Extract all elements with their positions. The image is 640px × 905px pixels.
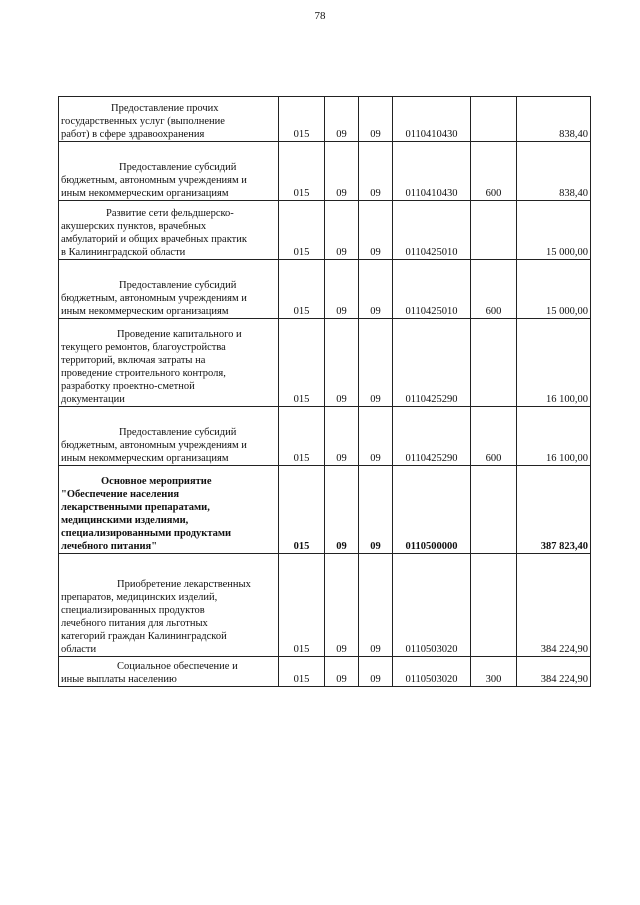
row-name-line: Проведение капитального и bbox=[117, 329, 242, 340]
subsection-code: 09 bbox=[359, 142, 393, 201]
row-name-line: бюджетным, автономным учреждениям и bbox=[61, 175, 247, 186]
expense-type-code: 300 bbox=[471, 657, 517, 687]
target-code: 0110425010 bbox=[393, 260, 471, 319]
row-name-line: документации bbox=[61, 394, 125, 405]
row-name-line: "Обеспечение населения bbox=[61, 489, 180, 500]
target-code: 0110425010 bbox=[393, 201, 471, 260]
section-code: 09 bbox=[325, 319, 359, 407]
expense-type-code: 600 bbox=[471, 407, 517, 466]
expense-type-code bbox=[471, 466, 517, 554]
row-name bbox=[59, 554, 279, 657]
row-name-line: Предоставление прочих bbox=[111, 103, 219, 114]
amount: 15 000,00 bbox=[517, 201, 591, 260]
expense-type-code bbox=[471, 201, 517, 260]
admin-code: 015 bbox=[279, 554, 325, 657]
expense-type-code bbox=[471, 554, 517, 657]
row-name bbox=[59, 657, 279, 687]
row-name bbox=[59, 260, 279, 319]
row-name-line: препаратов, медицинских изделий, bbox=[61, 592, 218, 603]
subsection-code: 09 bbox=[359, 97, 393, 142]
section-code: 09 bbox=[325, 407, 359, 466]
admin-code: 015 bbox=[279, 97, 325, 142]
amount: 15 000,00 bbox=[517, 260, 591, 319]
row-name-line: иным некоммерческим организациям bbox=[61, 188, 229, 199]
row-name-line: специализированных продуктов bbox=[61, 605, 205, 616]
table-row bbox=[59, 657, 591, 687]
amount: 384 224,90 bbox=[517, 554, 591, 657]
amount: 838,40 bbox=[517, 142, 591, 201]
table-row bbox=[59, 319, 591, 407]
table-row bbox=[59, 466, 591, 554]
row-name-line: медицинскими изделиями, bbox=[61, 515, 189, 526]
row-name-line: бюджетным, автономным учреждениям и bbox=[61, 293, 247, 304]
budget-table bbox=[58, 96, 591, 687]
table-row bbox=[59, 201, 591, 260]
table-row bbox=[59, 260, 591, 319]
row-name-line: Предоставление субсидий bbox=[119, 427, 237, 438]
section-code: 09 bbox=[325, 554, 359, 657]
row-name-line: работ) в сфере здравоохранения bbox=[61, 129, 205, 140]
table-row bbox=[59, 142, 591, 201]
row-name-line: Основное мероприятие bbox=[101, 476, 212, 487]
subsection-code: 09 bbox=[359, 657, 393, 687]
expense-type-code: 600 bbox=[471, 142, 517, 201]
subsection-code: 09 bbox=[359, 407, 393, 466]
admin-code: 015 bbox=[279, 201, 325, 260]
amount: 838,40 bbox=[517, 97, 591, 142]
row-name-line: государственных услуг (выполнение bbox=[61, 116, 225, 127]
amount: 384 224,90 bbox=[517, 657, 591, 687]
row-name bbox=[59, 319, 279, 407]
row-name-line: лечебного питания" bbox=[61, 541, 158, 552]
amount: 16 100,00 bbox=[517, 319, 591, 407]
row-name-line: разработку проектно-сметной bbox=[61, 381, 195, 392]
row-name bbox=[59, 201, 279, 260]
admin-code: 015 bbox=[279, 407, 325, 466]
table-row bbox=[59, 97, 591, 142]
row-name bbox=[59, 97, 279, 142]
row-name-line: Приобретение лекарственных bbox=[117, 579, 251, 590]
subsection-code: 09 bbox=[359, 260, 393, 319]
table-row bbox=[59, 407, 591, 466]
target-code: 0110503020 bbox=[393, 657, 471, 687]
target-code: 0110410430 bbox=[393, 142, 471, 201]
row-name-line: категорий граждан Калининградской bbox=[61, 631, 227, 642]
subsection-code: 09 bbox=[359, 319, 393, 407]
row-name-line: иным некоммерческим организациям bbox=[61, 453, 229, 464]
section-code: 09 bbox=[325, 466, 359, 554]
row-name-line: текущего ремонтов, благоустройства bbox=[61, 342, 226, 353]
expense-type-code bbox=[471, 97, 517, 142]
row-name-line: иным некоммерческим организациям bbox=[61, 306, 229, 317]
target-code: 0110410430 bbox=[393, 97, 471, 142]
subsection-code: 09 bbox=[359, 554, 393, 657]
row-name-line: Предоставление субсидий bbox=[119, 280, 237, 291]
target-code: 0110500000 bbox=[393, 466, 471, 554]
row-name-line: территорий, включая затраты на bbox=[61, 355, 206, 366]
section-code: 09 bbox=[325, 201, 359, 260]
target-code: 0110425290 bbox=[393, 319, 471, 407]
row-name bbox=[59, 466, 279, 554]
subsection-code: 09 bbox=[359, 466, 393, 554]
row-name bbox=[59, 142, 279, 201]
row-name-line: Социальное обеспечение и bbox=[117, 661, 238, 672]
expense-type-code bbox=[471, 319, 517, 407]
row-name-line: Предоставление субсидий bbox=[119, 162, 237, 173]
row-name bbox=[59, 407, 279, 466]
row-name-line: Развитие сети фельдшерско- bbox=[106, 208, 234, 219]
target-code: 0110503020 bbox=[393, 554, 471, 657]
section-code: 09 bbox=[325, 657, 359, 687]
admin-code: 015 bbox=[279, 657, 325, 687]
target-code: 0110425290 bbox=[393, 407, 471, 466]
expense-type-code: 600 bbox=[471, 260, 517, 319]
row-name-line: иные выплаты населению bbox=[61, 674, 177, 685]
amount: 16 100,00 bbox=[517, 407, 591, 466]
section-code: 09 bbox=[325, 260, 359, 319]
admin-code: 015 bbox=[279, 260, 325, 319]
row-name-line: лекарственными препаратами, bbox=[61, 502, 210, 513]
row-name-line: акушерских пунктов, врачебных bbox=[61, 221, 207, 232]
row-name-line: специализированными продуктами bbox=[61, 528, 232, 539]
row-name-line: бюджетным, автономным учреждениям и bbox=[61, 440, 247, 451]
admin-code: 015 bbox=[279, 142, 325, 201]
row-name-line: в Калининградской области bbox=[61, 247, 186, 258]
row-name-line: проведение строительного контроля, bbox=[61, 368, 226, 379]
page-number: 78 bbox=[314, 10, 326, 22]
admin-code: 015 bbox=[279, 466, 325, 554]
row-name-line: амбулаторий и общих врачебных практик bbox=[61, 234, 247, 245]
section-code: 09 bbox=[325, 97, 359, 142]
row-name-line: области bbox=[61, 644, 97, 655]
amount: 387 823,40 bbox=[517, 466, 591, 554]
table-row bbox=[59, 554, 591, 657]
subsection-code: 09 bbox=[359, 201, 393, 260]
row-name-line: лечебного питания для льготных bbox=[61, 618, 208, 629]
admin-code: 015 bbox=[279, 319, 325, 407]
section-code: 09 bbox=[325, 142, 359, 201]
